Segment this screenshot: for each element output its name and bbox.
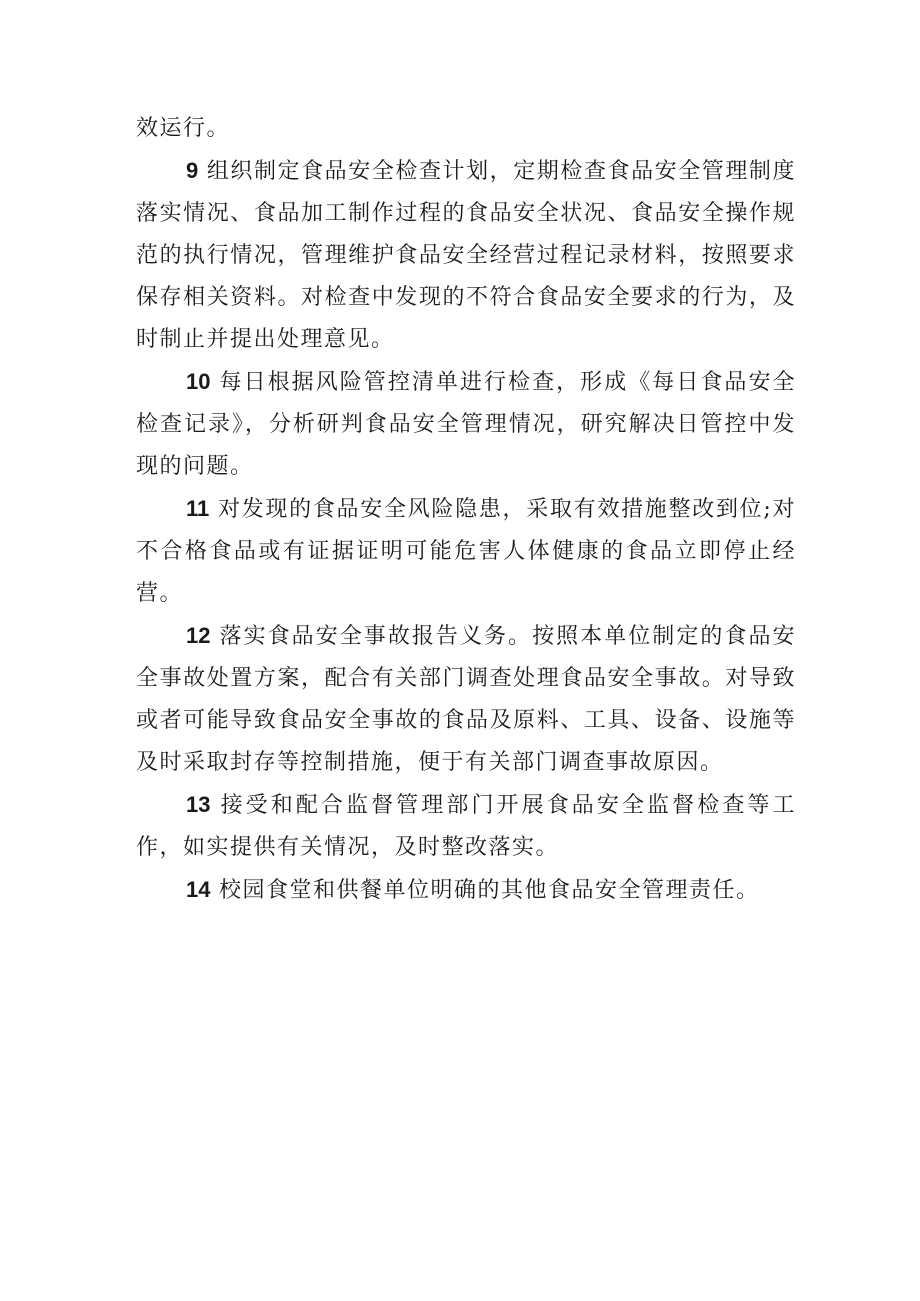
paragraph-continuation: [136, 108, 796, 150]
item-number: 14: [186, 877, 211, 902]
item-number: 10: [186, 369, 211, 394]
document-body: [136, 108, 796, 912]
paragraph-item-11: [136, 488, 796, 615]
paragraph-item-14: [136, 869, 796, 912]
item-number: 13: [186, 792, 211, 817]
paragraph-text: 效运行。: [136, 116, 231, 141]
paragraph-text: 接受和配合监督管理部门开展食品安全监督检查等工作，如实提供有关情况，及时整改落实。: [136, 793, 796, 860]
item-number: 12: [186, 623, 211, 648]
paragraph-item-10: [136, 361, 796, 488]
paragraph-text: 对发现的食品安全风险隐患，采取有效措施整改到位;对不合格食品或有证据证明可能危害人体健康的食品立即停止经营。: [136, 497, 796, 606]
item-number: 9: [186, 158, 199, 183]
paragraph-item-9: [136, 150, 796, 361]
paragraph-text: 每日根据风险管控清单进行检查，形成《每日食品安全检查记录》，分析研判食品安全管理情况，研究解决日管控中发现的问题。: [136, 370, 796, 479]
paragraph-item-13: [136, 784, 796, 869]
paragraph-text: 落实食品安全事故报告义务。按照本单位制定的食品安全事故处置方案，配合有关部门调查处理食品安全事故。对导致或者可能导致食品安全事故的食品及原料、工具、设备、设施等及时采取封存等控制措施，便于有关部门调查事故原因。: [136, 624, 796, 775]
paragraph-item-12: [136, 615, 796, 784]
item-number: 11: [186, 496, 210, 521]
paragraph-text: 校园食堂和供餐单位明确的其他食品安全管理责任。: [218, 878, 760, 903]
paragraph-text: 组织制定食品安全检查计划，定期检查食品安全管理制度落实情况、食品加工制作过程的食品安全状况、食品安全操作规范的执行情况，管理维护食品安全经营过程记录材料，按照要求保存相关资料。对检查中发现的不符合食品安全要求的行为，及时制止并提出处理意见。: [136, 159, 796, 352]
